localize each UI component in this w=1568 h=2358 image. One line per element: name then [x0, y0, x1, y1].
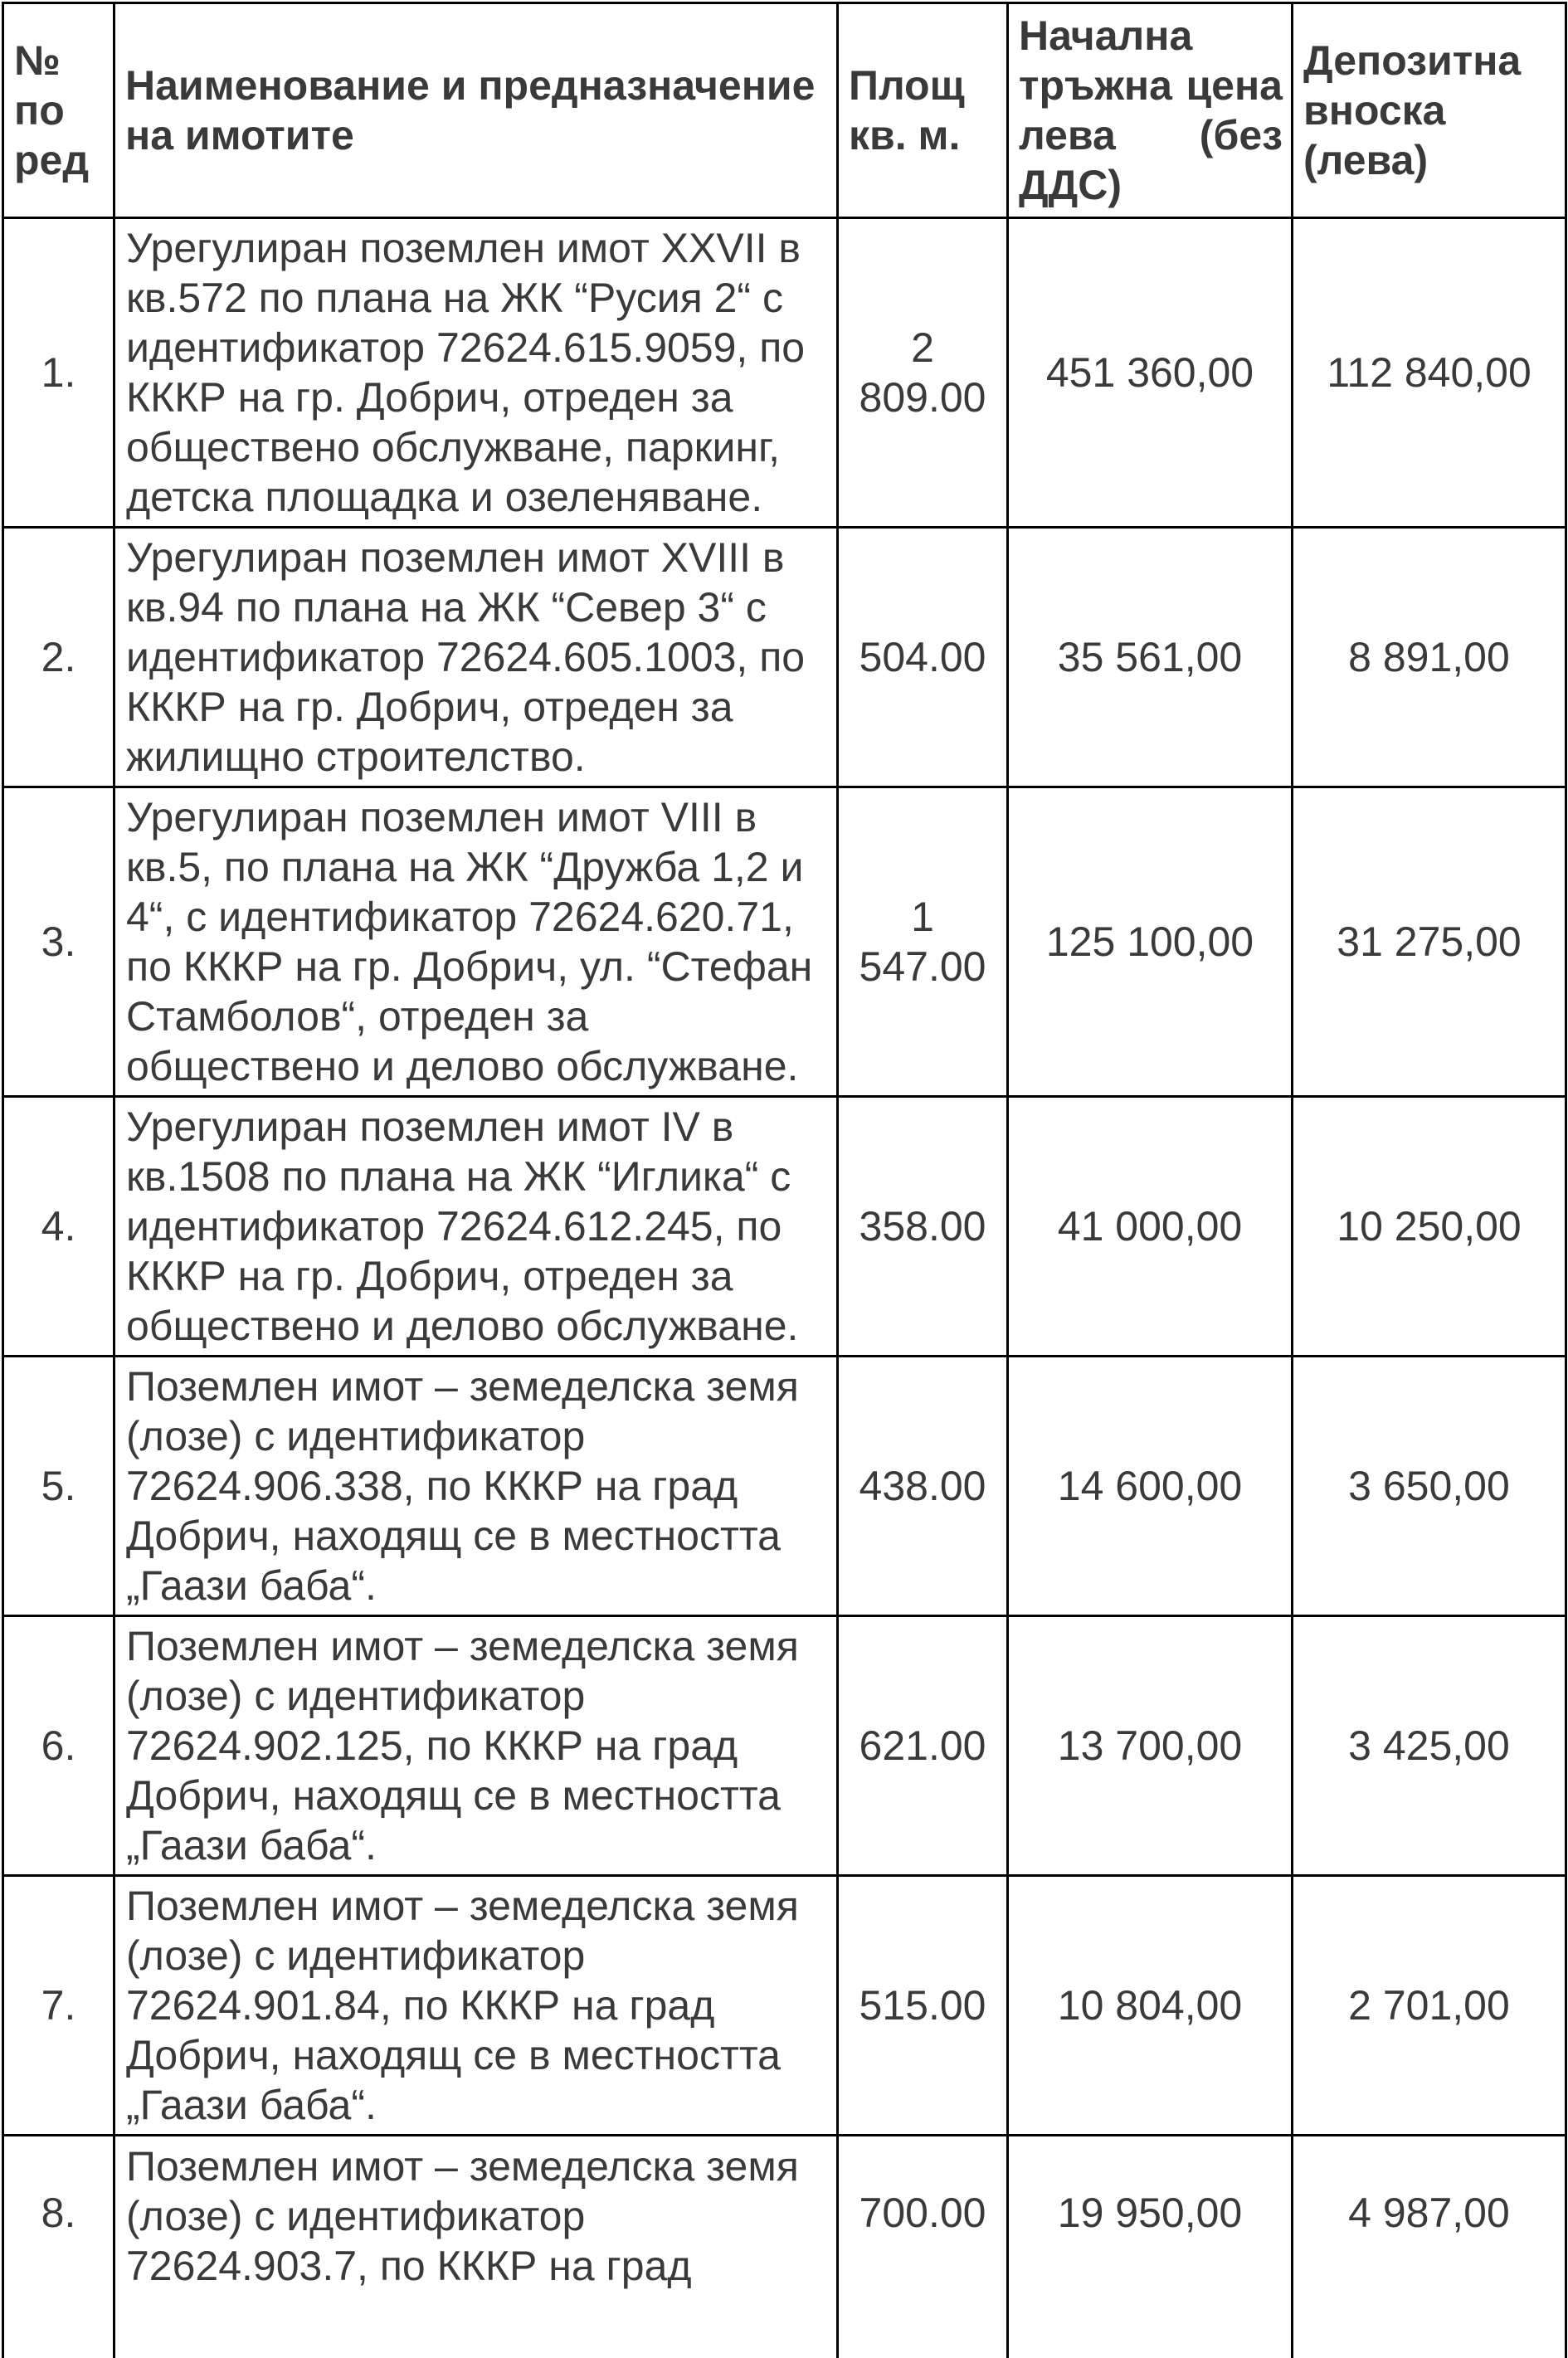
header-area: Площ кв. м.: [838, 3, 1008, 218]
table-row: [3, 787, 1566, 1097]
price-cell: 19 950,00: [1008, 2136, 1293, 2358]
property-description-cell: Поземлен имот – земеделска земя (лозе) с идентификатор 72624.901.84, по КККР на град Добрич, находящ се в местността „Гаази баба“.: [114, 1876, 838, 2136]
price-cell: 10 804,00: [1008, 1876, 1293, 2136]
price-cell: 14 600,00: [1008, 1357, 1293, 1616]
property-description-cell: Урегулиран поземлен имот XVIII в кв.94 по плана на ЖК “Север 3“ с идентификатор 72624.605.1003, по КККР на гр. Добрич, отреден за жилищно строителство.: [114, 528, 838, 787]
table-row: [3, 1616, 1566, 1876]
header-row-number: № по ред: [3, 3, 114, 218]
header-starting-price: Начална тръжна цена лева (без ДДС): [1008, 3, 1293, 218]
table-row: [3, 1357, 1566, 1616]
price-cell: 125 100,00: [1008, 787, 1293, 1097]
price-cell: 35 561,00: [1008, 528, 1293, 787]
table-row: [3, 2136, 1566, 2358]
deposit-cell: 31 275,00: [1293, 787, 1566, 1097]
area-cell: 700.00: [838, 2136, 1008, 2358]
area-cell: 1 547.00: [838, 787, 1008, 1097]
row-number-cell: 4.: [3, 1097, 114, 1357]
row-number-cell: 8.: [3, 2136, 114, 2358]
row-number-cell: 5.: [3, 1357, 114, 1616]
property-description-cell: Урегулиран поземлен имот VIII в кв.5, по плана на ЖК “Дружба 1,2 и 4“, с идентификатор 72624.620.71, по КККР на гр. Добрич, ул. “Стефан Стамболов“, отреден за обществено и делово обслужване.: [114, 787, 838, 1097]
deposit-cell: 112 840,00: [1293, 218, 1566, 528]
area-cell: 621.00: [838, 1616, 1008, 1876]
price-cell: 13 700,00: [1008, 1616, 1293, 1876]
table-header-row: [3, 3, 1566, 218]
deposit-cell: 10 250,00: [1293, 1097, 1566, 1357]
row-number-cell: 3.: [3, 787, 114, 1097]
area-cell: 504.00: [838, 528, 1008, 787]
properties-table: [2, 2, 1567, 2358]
area-cell: 438.00: [838, 1357, 1008, 1616]
property-description-cell: Поземлен имот – земеделска земя (лозе) с идентификатор 72624.903.7, по КККР на град: [114, 2136, 838, 2358]
area-cell: 515.00: [838, 1876, 1008, 2136]
row-number-cell: 2.: [3, 528, 114, 787]
row-number-cell: 7.: [3, 1876, 114, 2136]
table-row: [3, 1876, 1566, 2136]
deposit-cell: 3 425,00: [1293, 1616, 1566, 1876]
price-cell: 41 000,00: [1008, 1097, 1293, 1357]
row-number-cell: 6.: [3, 1616, 114, 1876]
deposit-cell: 2 701,00: [1293, 1876, 1566, 2136]
table-row: [3, 528, 1566, 787]
property-description-cell: Урегулиран поземлен имот IV в кв.1508 по плана на ЖК “Иглика“ с идентификатор 72624.612.245, по КККР на гр. Добрич, отреден за обществено и делово обслужване.: [114, 1097, 838, 1357]
property-description-cell: Поземлен имот – земеделска земя (лозе) с идентификатор 72624.906.338, по КККР на град Добрич, находящ се в местността „Гаази баба“.: [114, 1357, 838, 1616]
header-deposit: Депозитна вноска (лева): [1293, 3, 1566, 218]
price-cell: 451 360,00: [1008, 218, 1293, 528]
deposit-cell: 3 650,00: [1293, 1357, 1566, 1616]
area-cell: 2 809.00: [838, 218, 1008, 528]
property-description-cell: Поземлен имот – земеделска земя (лозе) с идентификатор 72624.902.125, по КККР на град Добрич, находящ се в местността „Гаази баба“.: [114, 1616, 838, 1876]
table-row: [3, 218, 1566, 528]
property-description-cell: Урегулиран поземлен имот XXVII в кв.572 по плана на ЖК “Русия 2“ с идентификатор 72624.615.9059, по КККР на гр. Добрич, отреден за обществено обслужване, паркинг, детска площадка и озеленяване.: [114, 218, 838, 528]
row-number-cell: 1.: [3, 218, 114, 528]
deposit-cell: 4 987,00: [1293, 2136, 1566, 2358]
deposit-cell: 8 891,00: [1293, 528, 1566, 787]
header-property-name: Наименование и предназначение на имотите: [114, 3, 838, 218]
area-cell: 358.00: [838, 1097, 1008, 1357]
table-row: [3, 1097, 1566, 1357]
